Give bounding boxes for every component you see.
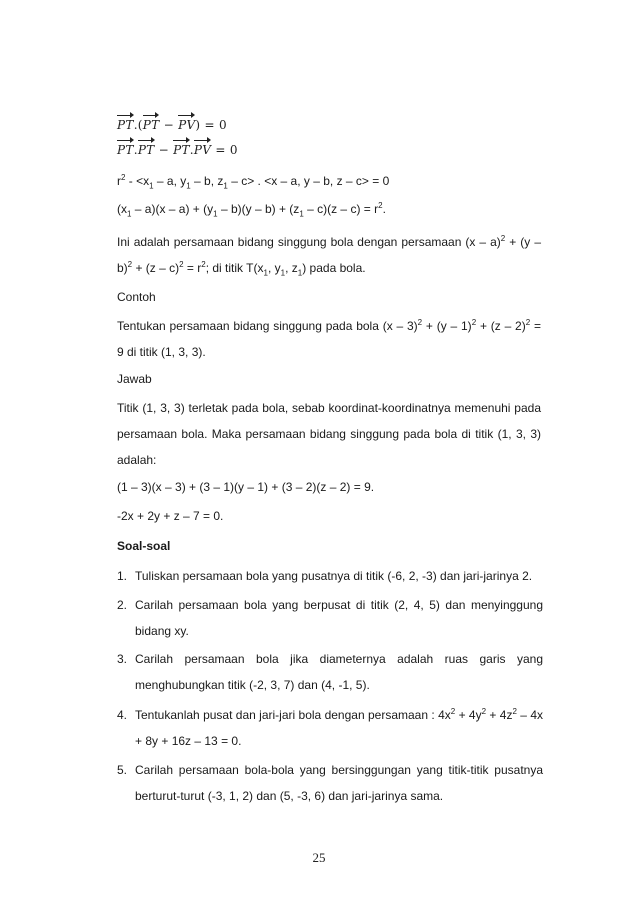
answer-heading: Jawab xyxy=(117,372,152,386)
vector-pv: PV xyxy=(178,118,196,132)
dot-product-equation: $r^2 - <x_1 - a$, $y_1$ – b, $z_1 - c>$ . <x – a, y – b, z – c> = 0 xyxy=(117,173,390,191)
answer-paragraph: Titik (1, 3, 3) terletak pada bola, sebab koordinat-koordinatnya memenuhi pada persamaan bola. Maka persamaan bidang singgung pada bola di titik (1, 3, 3) adalah: xyxy=(117,401,541,467)
exercise-text: Carilah persamaan bola-bola yang bersinggungan yang titik-titik pusatnya berturut-turut (-3, 1, 2) dan (5, -3, 6) dan jari-jarinya sama. xyxy=(135,763,543,803)
example-heading: Contoh xyxy=(117,290,156,304)
exercise-number: 5. xyxy=(117,763,128,777)
exercise-item xyxy=(117,563,543,589)
page-number: 25 xyxy=(312,850,326,865)
vector-pt: PT xyxy=(173,143,190,157)
answer-step-1: (1 – 3)(x – 3) + (3 – 1)(y – 1) + (3 – 2)(z – 2) = 9. xyxy=(117,480,375,494)
vector-pt: PT xyxy=(137,143,155,157)
exercise-text: Tuliskan persamaan bola yang pusatnya di titik (-6, 2, -3) dan jari-jarinya 2. xyxy=(135,569,533,583)
exercises-heading: Soal-soal xyxy=(117,539,171,553)
vector-equation-line-1: PT.(PT − PV) = 0 xyxy=(117,118,227,132)
exercise-item xyxy=(117,592,543,644)
exercise-number: 3. xyxy=(117,652,128,666)
exercise-number: 2. xyxy=(117,598,128,612)
expanded-equation: $(x_1 - a)(x - a) + (y_1 - b)(y - b) + (z_1 - c)(z - c) = r^2$. xyxy=(117,201,386,219)
exercise-text: Carilah persamaan bola yang berpusat di titik (2, 4, 5) dan menyinggung bidang xy. xyxy=(135,598,543,638)
example-problem: Tentukan persamaan bidang singgung pada bola (x – 3)$^2$ + (y – 1)$^2$ + (z – 2)$^2$ = 9 di titik (1, 3, 3). xyxy=(117,318,541,359)
vector-pt: PT xyxy=(142,118,160,132)
exercise-item xyxy=(117,646,543,698)
exercise-text: Carilah persamaan bola jika diameternya adalah ruas garis yang menghubungkan titik (-2, 3, 7) dan (4, -1, 5). xyxy=(135,652,543,692)
tangent-plane-paragraph: Ini adalah persamaan bidang singgung bola dengan persamaan $(x - a)^2 + (y - b)^2 + (z - c)^2 = r^2$; di titik $T(x_1$, $y_1$, $z_1$) pada bola. xyxy=(117,234,541,278)
exercise-number: 1. xyxy=(117,569,128,583)
exercise-number: 4. xyxy=(117,708,128,722)
answer-step-2: -2x + 2y + z – 7 = 0. xyxy=(117,509,224,523)
exercise-item xyxy=(117,757,543,809)
vector-equation-line-2: PT.PT − PT.PV = 0 xyxy=(117,143,238,157)
vector-pt: PT xyxy=(117,143,134,157)
exercise-text: Tentukanlah pusat dan jari-jari bola dengan persamaan : $4x^2 + 4y^2 + 4z^2 - 4x + 8y + 16z - 13 = 0$. xyxy=(135,707,543,748)
vector-pv: PV xyxy=(193,143,212,157)
exercise-item xyxy=(117,702,543,754)
vector-pt: PT xyxy=(117,118,134,132)
